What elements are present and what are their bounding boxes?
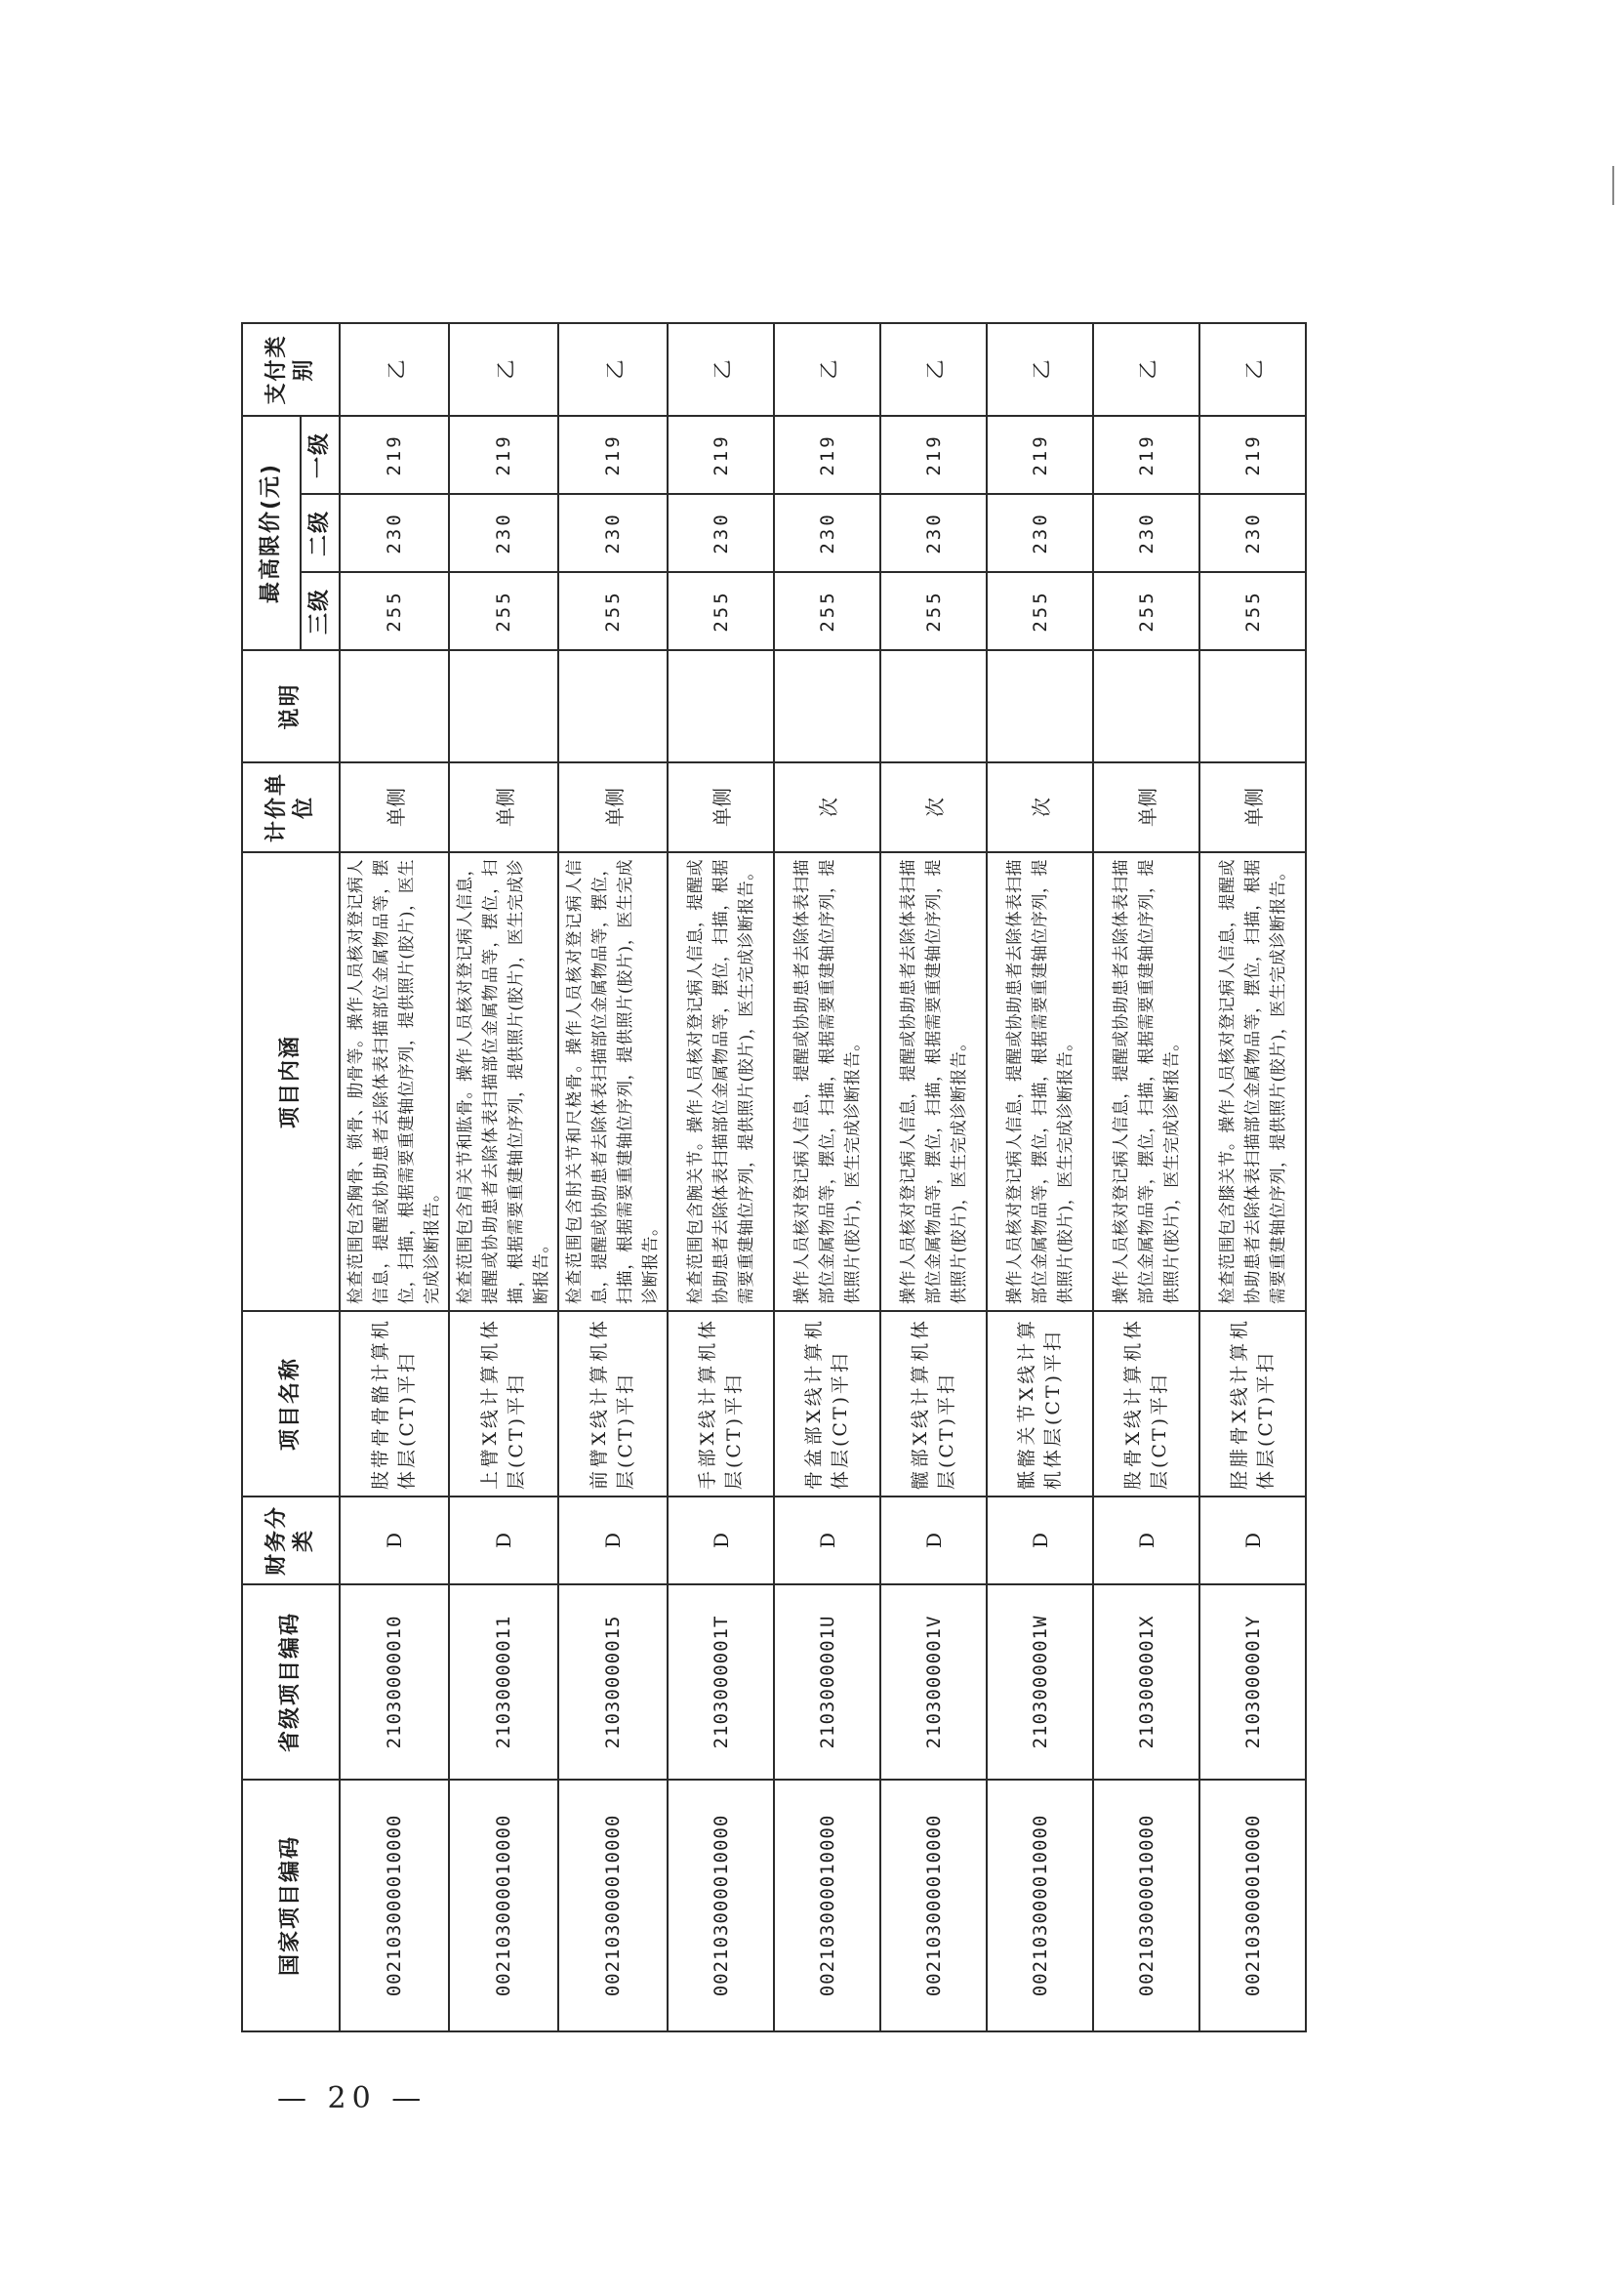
item-name-cell: 肢带骨骨骼计算机体层(CT)平扫 [340,1311,449,1496]
note-cell [1199,650,1306,762]
note-cell [449,650,558,762]
price-level3-cell: 255 [1199,572,1306,650]
provincial-code-cell: 2103000001X [1093,1584,1199,1780]
national-code-cell: 002103000010000 [558,1780,668,2031]
header-national-code: 国家项目编码 [242,1780,340,2031]
price-level2-cell: 230 [449,494,558,572]
price-level1-cell: 219 [668,416,774,494]
finance-class-cell: D [340,1496,449,1584]
note-cell [987,650,1093,762]
table-row [987,323,1093,2031]
header-provincial-code: 省级项目编码 [242,1584,340,1780]
payment-class-cell: 乙 [1199,323,1306,416]
provincial-code-cell: 2103000001U [774,1584,880,1780]
payment-class-cell: 乙 [1093,323,1199,416]
item-content-cell: 检查范围包含肘关节和尺桡骨。操作人员核对登记病人信息，提醒或协助患者去除体表扫描部位金属物品等，摆位，扫描，根据需要重建轴位序列，提供照片(胶片)，医生完成诊断报告。 [558,852,668,1311]
header-level3: 三级 [301,572,340,650]
note-cell [668,650,774,762]
national-code-cell: 002103000010000 [774,1780,880,2031]
header-note: 说明 [242,650,340,762]
price-level2-cell: 230 [880,494,987,572]
header-item-content: 项目内涵 [242,852,340,1311]
price-level2-cell: 230 [558,494,668,572]
price-level3-cell: 255 [880,572,987,650]
item-content-cell: 检查范围包含肩关节和肱骨。操作人员核对登记病人信息，提醒或协助患者去除体表扫描部位金属物品等，摆位，扫描，根据需要重建轴位序列，提供照片(胶片)，医生完成诊断报告。 [449,852,558,1311]
pricing-unit-cell: 单侧 [1093,762,1199,852]
national-code-cell: 002103000010000 [987,1780,1093,2031]
provincial-code-cell: 21030000015 [558,1584,668,1780]
item-content-cell: 操作人员核对登记病人信息，提醒或协助患者去除体表扫描部位金属物品等，摆位，扫描，根据需要重建轴位序列，提供照片(胶片)，医生完成诊断报告。 [880,852,987,1311]
finance-class-cell: D [987,1496,1093,1584]
price-level3-cell: 255 [668,572,774,650]
provincial-code-cell: 2103000001V [880,1584,987,1780]
header-item-name: 项目名称 [242,1311,340,1496]
price-level1-cell: 219 [987,416,1093,494]
item-content-cell: 检查范围包含胸骨、锁骨、肋骨等。操作人员核对登记病人信息，提醒或协助患者去除体表扫描部位金属物品等，摆位，扫描，根据需要重建轴位序列，提供照片(胶片)，医生完成诊断报告。 [340,852,449,1311]
note-cell [340,650,449,762]
note-cell [774,650,880,762]
price-level3-cell: 255 [774,572,880,650]
item-content-cell: 操作人员核对登记病人信息，提醒或协助患者去除体表扫描部位金属物品等，摆位，扫描，根据需要重建轴位序列，提供照片(胶片)，医生完成诊断报告。 [987,852,1093,1311]
note-cell [558,650,668,762]
finance-class-cell: D [1093,1496,1199,1584]
national-code-cell: 002103000010000 [340,1780,449,2031]
item-name-cell: 骶髂关节X线计算机体层(CT)平扫 [987,1311,1093,1496]
finance-class-cell: D [1199,1496,1306,1584]
finance-class-cell: D [774,1496,880,1584]
price-level1-cell: 219 [1093,416,1199,494]
payment-class-cell: 乙 [774,323,880,416]
price-level3-cell: 255 [449,572,558,650]
payment-class-cell: 乙 [880,323,987,416]
page-edge-mark [1612,166,1614,205]
note-cell [880,650,987,762]
provincial-code-cell: 21030000011 [449,1584,558,1780]
price-level1-cell: 219 [774,416,880,494]
finance-class-cell: D [880,1496,987,1584]
finance-class-cell: D [558,1496,668,1584]
price-level1-cell: 219 [880,416,987,494]
item-content-cell: 检查范围包含腕关节。操作人员核对登记病人信息，提醒或协助患者去除体表扫描部位金属物品等，摆位，扫描，根据需要重建轴位序列，提供照片(胶片)，医生完成诊断报告。 [668,852,774,1311]
price-level1-cell: 219 [449,416,558,494]
table-row [449,323,558,2031]
table-row [558,323,668,2031]
payment-class-cell: 乙 [340,323,449,416]
pricing-unit-cell: 单侧 [449,762,558,852]
pricing-unit-cell: 单侧 [668,762,774,852]
payment-class-cell: 乙 [449,323,558,416]
rotated-table-container [241,324,1300,2032]
price-level1-cell: 219 [1199,416,1306,494]
table-row [1093,323,1199,2031]
price-table [241,322,1307,2032]
header-max-price: 最高限价(元) [242,416,301,650]
pricing-unit-cell: 次 [774,762,880,852]
item-name-cell: 骨盆部X线计算机体层(CT)平扫 [774,1311,880,1496]
item-name-cell: 前臂X线计算机体层(CT)平扫 [558,1311,668,1496]
price-level1-cell: 219 [340,416,449,494]
pricing-unit-cell: 单侧 [340,762,449,852]
price-level2-cell: 230 [774,494,880,572]
item-name-cell: 胫腓骨X线计算机体层(CT)平扫 [1199,1311,1306,1496]
pricing-unit-cell: 单侧 [558,762,668,852]
item-content-cell: 操作人员核对登记病人信息，提醒或协助患者去除体表扫描部位金属物品等，摆位，扫描，根据需要重建轴位序列，提供照片(胶片)，医生完成诊断报告。 [774,852,880,1311]
table-row [1199,323,1306,2031]
table-body [340,323,1306,2031]
price-level3-cell: 255 [558,572,668,650]
note-cell [1093,650,1199,762]
table-row [880,323,987,2031]
national-code-cell: 002103000010000 [880,1780,987,2031]
table-row [340,323,449,2031]
pricing-unit-cell: 次 [880,762,987,852]
national-code-cell: 002103000010000 [1199,1780,1306,2031]
header-level2: 二级 [301,494,340,572]
price-level3-cell: 255 [1093,572,1199,650]
price-level2-cell: 230 [1199,494,1306,572]
provincial-code-cell: 2103000001T [668,1584,774,1780]
provincial-code-cell: 2103000001Y [1199,1584,1306,1780]
price-level3-cell: 255 [340,572,449,650]
header-pricing-unit: 计价单位 [242,762,340,852]
item-content-cell: 操作人员核对登记病人信息，提醒或协助患者去除体表扫描部位金属物品等，摆位，扫描，根据需要重建轴位序列，提供照片(胶片)，医生完成诊断报告。 [1093,852,1199,1311]
price-level2-cell: 230 [668,494,774,572]
provincial-code-cell: 21030000010 [340,1584,449,1780]
national-code-cell: 002103000010000 [1093,1780,1199,2031]
item-name-cell: 股骨X线计算机体层(CT)平扫 [1093,1311,1199,1496]
provincial-code-cell: 2103000001W [987,1584,1093,1780]
finance-class-cell: D [668,1496,774,1584]
pricing-unit-cell: 次 [987,762,1093,852]
national-code-cell: 002103000010000 [668,1780,774,2031]
table-row [774,323,880,2031]
payment-class-cell: 乙 [558,323,668,416]
price-level3-cell: 255 [987,572,1093,650]
header-payment-class: 支付类别 [242,323,340,416]
payment-class-cell: 乙 [987,323,1093,416]
item-name-cell: 髋部X线计算机体层(CT)平扫 [880,1311,987,1496]
national-code-cell: 002103000010000 [449,1780,558,2031]
pricing-unit-cell: 单侧 [1199,762,1306,852]
price-level1-cell: 219 [558,416,668,494]
item-name-cell: 手部X线计算机体层(CT)平扫 [668,1311,774,1496]
price-level2-cell: 230 [1093,494,1199,572]
payment-class-cell: 乙 [668,323,774,416]
page-number: — 20 — [277,2081,427,2115]
table-row [668,323,774,2031]
finance-class-cell: D [449,1496,558,1584]
price-level2-cell: 230 [340,494,449,572]
price-level2-cell: 230 [987,494,1093,572]
item-content-cell: 检查范围包含膝关节。操作人员核对登记病人信息，提醒或协助患者去除体表扫描部位金属物品等，摆位，扫描，根据需要重建轴位序列，提供照片(胶片)，医生完成诊断报告。 [1199,852,1306,1311]
header-level1: 一级 [301,416,340,494]
item-name-cell: 上臂X线计算机体层(CT)平扫 [449,1311,558,1496]
header-finance-class: 财务分类 [242,1496,340,1584]
